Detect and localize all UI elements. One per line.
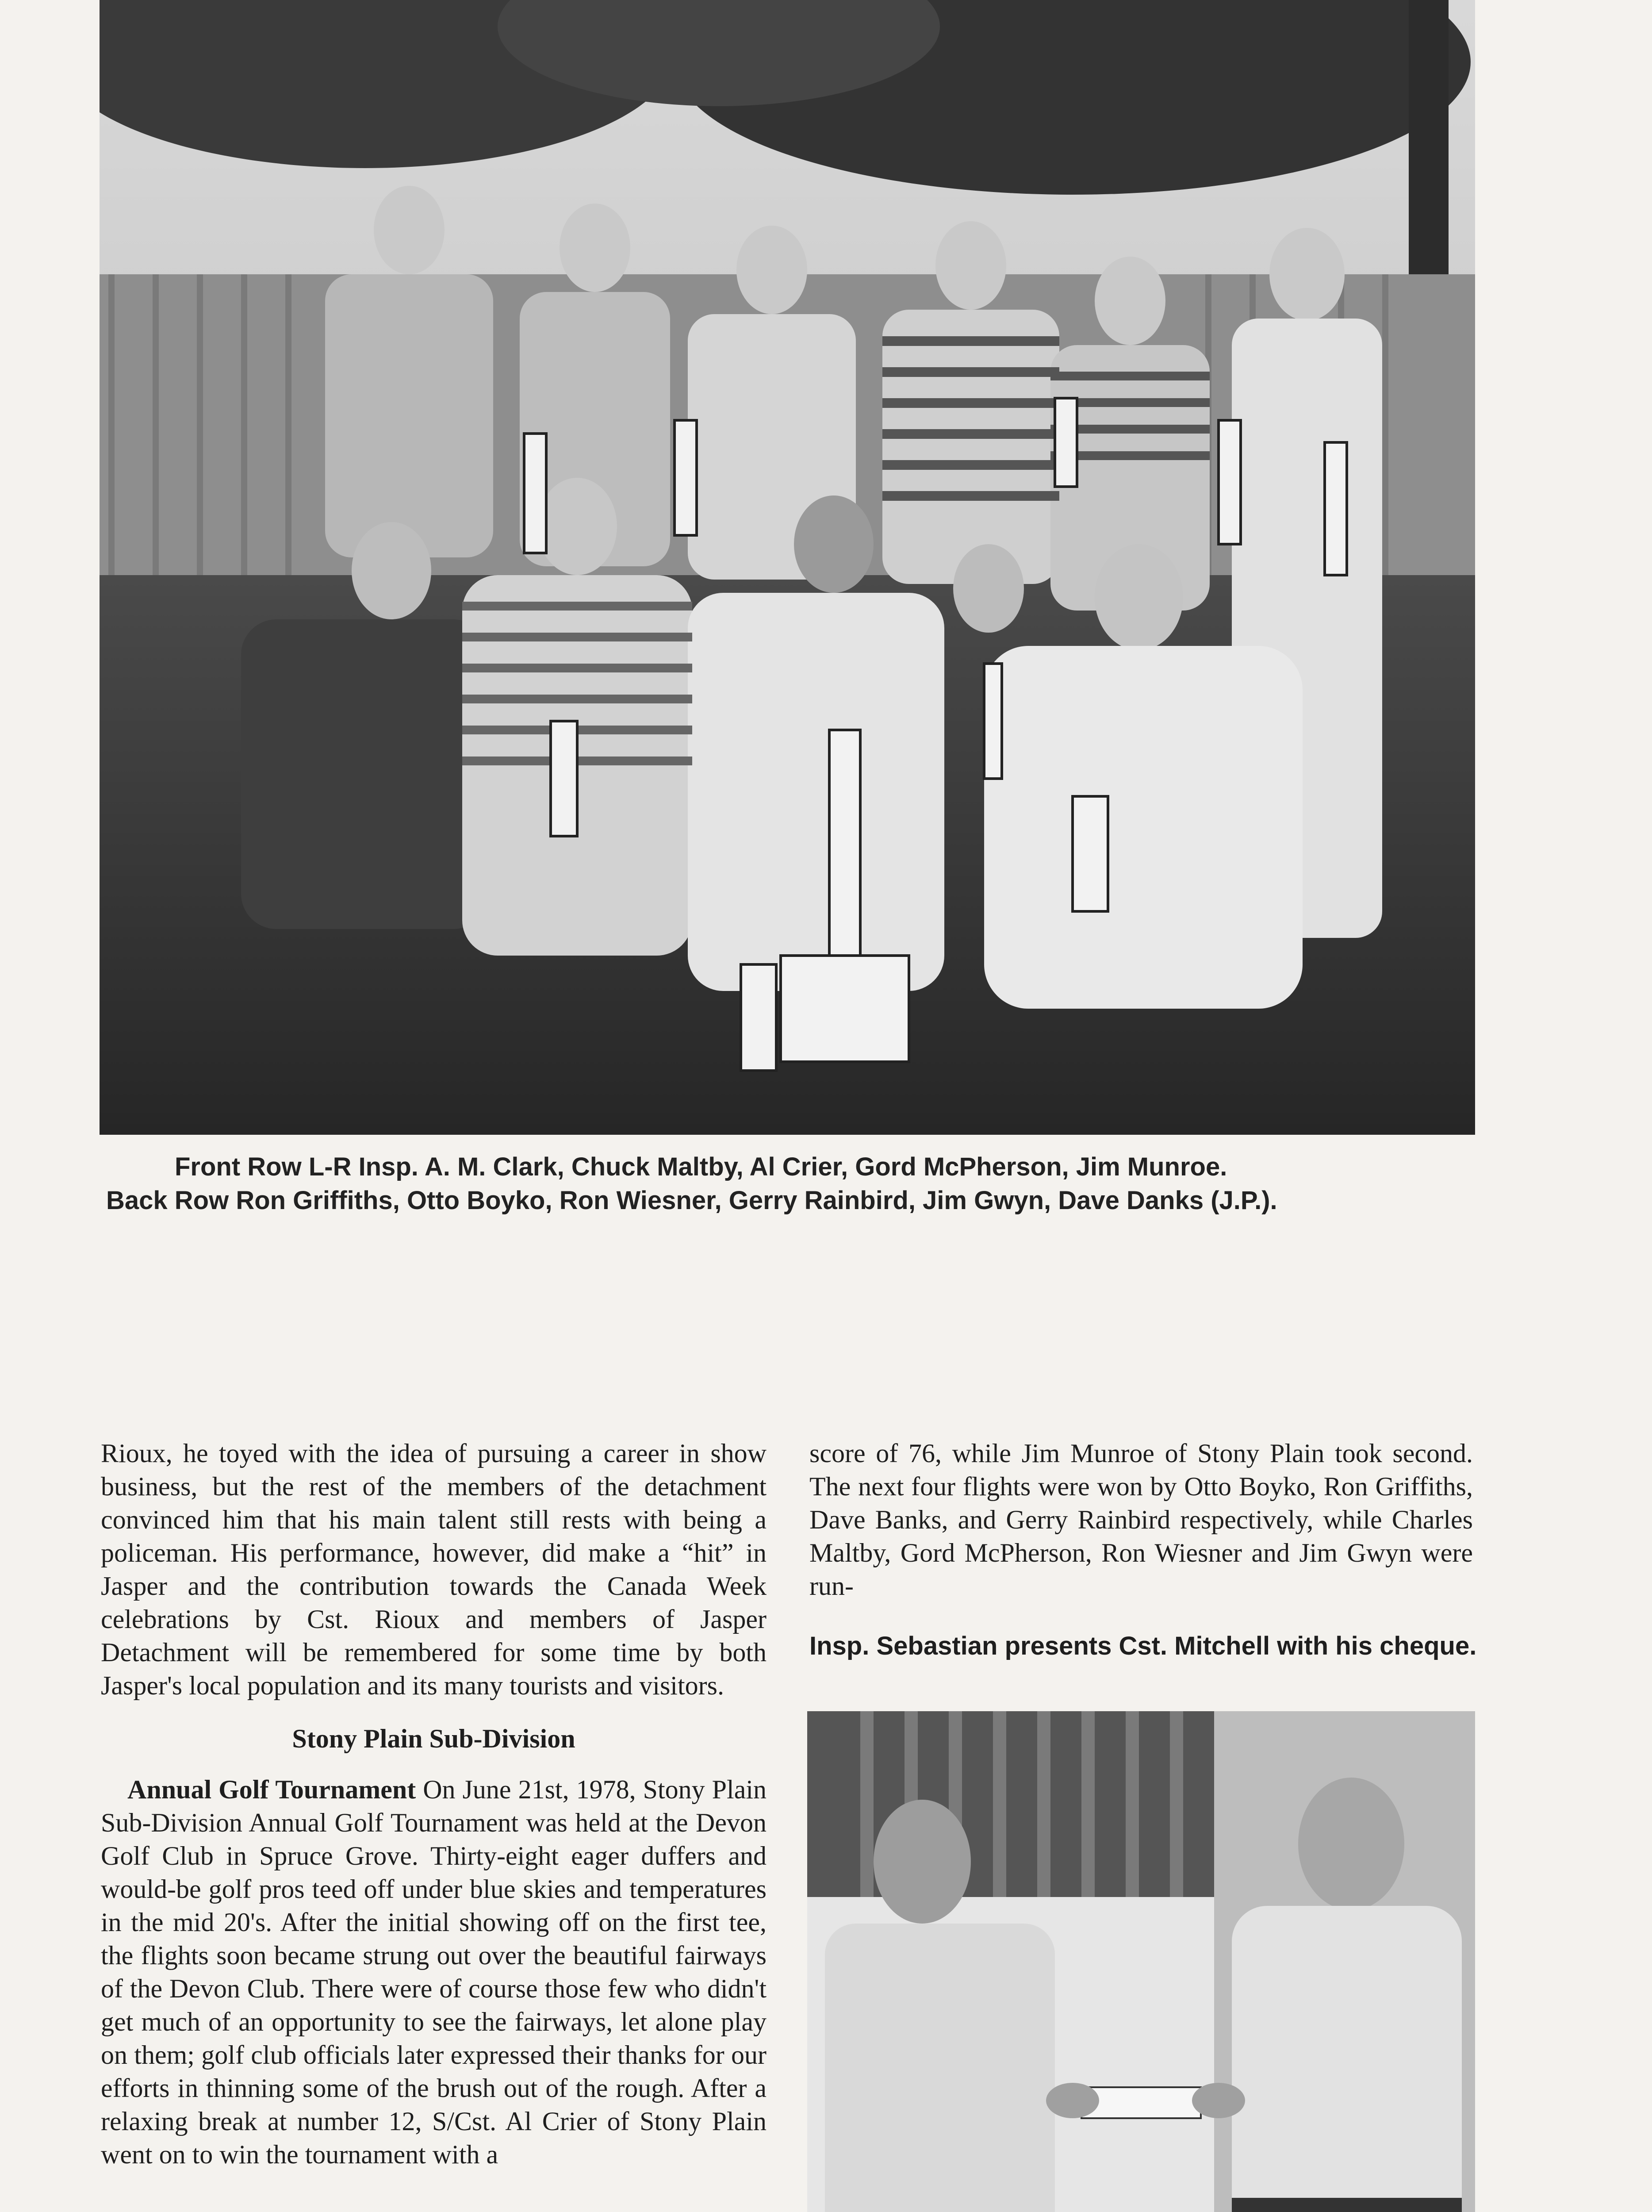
golf-paragraph-lead: Annual Golf Tournament [127,1775,416,1804]
right-column [809,1437,1473,1603]
left-column [101,1437,767,2171]
team-photo [100,0,1475,1135]
section-heading: Stony Plain Sub-Division [292,1724,575,1753]
golf-paragraph [101,1773,767,2171]
results-paragraph: score of 76, while Jim Munroe of Stony Plain took second. The next four flights were won by Otto Boyko, Ron Griffiths, Dave Banks, and Gerry Rainbird respectively, while Charles Maltby, Gord McPherson, Ron Wiesner and Jim Gwyn were run- [809,1439,1473,1601]
golf-paragraph-body: On June 21st, 1978, Stony Plain Sub-Division Annual Golf Tournament was held at the Devon Golf Club in Spruce Grove. Thirty-eight eager duffers and would-be golf pros teed off under blue skies and temperatures in the mid 20's. After the initial showing off on the first tee, the flights soon became strung out over the beautiful fairways of the Devon Club. There were of course those few who didn't get much of an opportunity to see the fairways, let alone play on them; golf club officials later expressed their thanks for our efforts in thinning some of the brush out of the rough. After a relaxing break at number 12, S/Cst. Al Crier of Stony Plain went on to win the tournament with a [101,1775,767,2169]
cheque-photo-caption: Insp. Sebastian presents Cst. Mitchell with his cheque. [809,1632,1477,1660]
rioux-paragraph: Rioux, he toyed with the idea of pursuing a career in show business, but the rest of the members of the detachment convinced him that his main talent still rests with being a policeman. His performance, however, did make a “hit” in Jasper and the contribution towards the Canada Week celebrations by Cst. Rioux and members of Jasper Detachment will be remembered for some time by both Jasper's local population and its many tourists and visitors. [101,1439,767,1700]
cheque-photo [807,1711,1475,2212]
team-photo-caption-back-row: Back Row Ron Griffiths, Otto Boyko, Ron Wiesner, Gerry Rainbird, Jim Gwyn, Dave Danks (J.P.). [106,1186,1277,1215]
team-photo-caption-front-row: Front Row L-R Insp. A. M. Clark, Chuck Maltby, Al Crier, Gord McPherson, Jim Munroe. [175,1152,1227,1181]
team-photo-image [100,0,1475,1135]
cheque-photo-image [807,1711,1475,2212]
